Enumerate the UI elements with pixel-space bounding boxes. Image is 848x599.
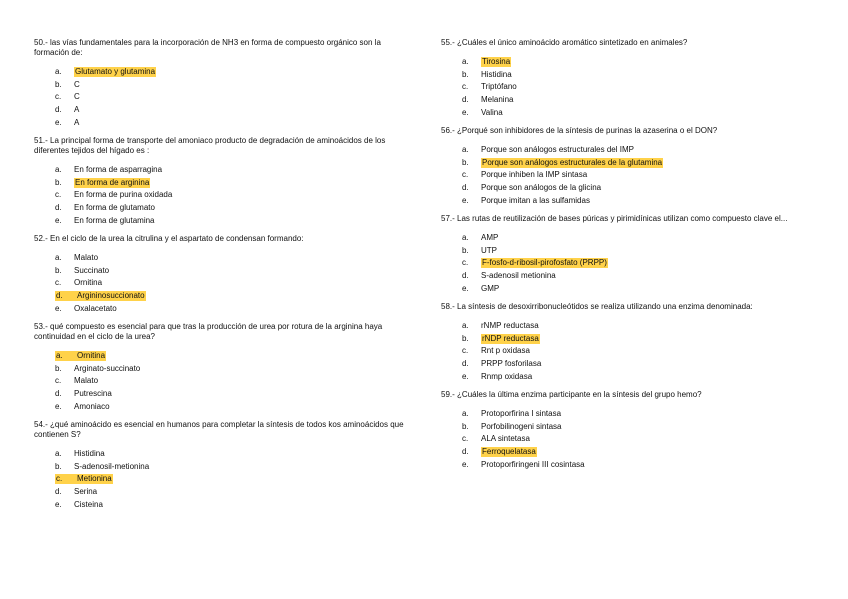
answer-option bbox=[462, 194, 811, 207]
option-letter: a. bbox=[55, 351, 76, 361]
question-number: 58.- bbox=[441, 301, 455, 311]
answer-option bbox=[55, 473, 404, 486]
option-text: Porque son análogos estructurales del IMP bbox=[481, 145, 634, 155]
option-letter: d. bbox=[462, 271, 469, 281]
answer-option bbox=[55, 460, 404, 473]
question-number: 55.- bbox=[441, 38, 455, 47]
option-letter: c. bbox=[462, 258, 469, 268]
option-letter: b. bbox=[462, 333, 469, 343]
option-text: AMP bbox=[481, 233, 499, 243]
option-letter: d. bbox=[55, 486, 62, 496]
highlighted-answer: Metionina bbox=[77, 474, 112, 484]
answer-option bbox=[55, 164, 404, 177]
question-block bbox=[34, 38, 404, 129]
option-text: En forma de glutamina bbox=[74, 215, 155, 225]
question-statement: ¿qué aminoácido es esencial en humanos para completar la síntesis de todos kos aminoácidos que contienen S? bbox=[34, 419, 404, 439]
option-text: Cisteina bbox=[74, 499, 103, 509]
option-letter: d. bbox=[462, 446, 469, 456]
question-text bbox=[34, 322, 404, 342]
question-number: 54.- bbox=[34, 419, 48, 429]
question-block bbox=[441, 38, 811, 119]
question-text bbox=[34, 420, 404, 440]
option-letter: a. bbox=[55, 449, 62, 459]
answer-option bbox=[55, 177, 404, 190]
highlighted-answer: Glutamato y glutamina bbox=[75, 67, 156, 77]
question-text bbox=[441, 214, 811, 224]
answer-option bbox=[462, 257, 811, 270]
answer-option bbox=[55, 91, 404, 104]
option-text: Porque imitan a las sulfamidas bbox=[481, 195, 590, 205]
answer-options bbox=[34, 164, 404, 227]
question-text bbox=[34, 136, 404, 156]
answer-options bbox=[441, 408, 811, 471]
option-letter: b. bbox=[462, 69, 469, 79]
answer-option bbox=[462, 56, 811, 69]
answer-option bbox=[462, 232, 811, 245]
option-text: Triptófano bbox=[481, 82, 517, 92]
answer-option bbox=[55, 66, 404, 79]
option-letter: b. bbox=[55, 363, 62, 373]
option-letter: e. bbox=[55, 401, 62, 411]
question-number: 56.- bbox=[441, 125, 455, 135]
option-letter: e. bbox=[462, 371, 469, 381]
question-statement: En el ciclo de la urea la citrulina y el aspartato de condensan formando: bbox=[50, 233, 304, 243]
answer-option bbox=[55, 189, 404, 202]
option-text: Malato bbox=[74, 376, 99, 386]
answer-option bbox=[462, 182, 811, 195]
answer-option bbox=[55, 350, 404, 363]
answer-option bbox=[462, 320, 811, 333]
answer-option bbox=[462, 408, 811, 421]
option-letter: e. bbox=[462, 283, 469, 293]
answer-option bbox=[55, 363, 404, 376]
option-letter: b. bbox=[462, 157, 469, 167]
option-letter: a. bbox=[462, 145, 469, 155]
answer-option bbox=[55, 302, 404, 315]
option-text: Succinato bbox=[74, 265, 110, 275]
question-statement: qué compuesto es esencial para que tras la producción de urea por rotura de la arginina haya continuidad en el ciclo de la urea? bbox=[34, 321, 383, 341]
question-block bbox=[441, 302, 811, 383]
answer-option bbox=[55, 400, 404, 413]
option-text: GMP bbox=[481, 283, 500, 293]
answer-option bbox=[55, 448, 404, 461]
answer-options bbox=[441, 320, 811, 383]
option-letter: d. bbox=[55, 291, 76, 301]
highlighted-answer: rNDP reductasa bbox=[482, 333, 539, 343]
answer-option bbox=[55, 104, 404, 117]
answer-options bbox=[34, 252, 404, 315]
answer-options bbox=[441, 56, 811, 119]
option-letter: b. bbox=[55, 79, 62, 89]
answer-option bbox=[462, 358, 811, 371]
answer-option bbox=[55, 486, 404, 499]
option-text: PRPP fosforilasa bbox=[481, 358, 542, 368]
answer-option bbox=[55, 79, 404, 92]
highlighted-answer: Ferroquelatasa bbox=[482, 446, 536, 456]
highlighted-answer: En forma de arginina bbox=[75, 177, 150, 187]
option-letter: a. bbox=[462, 233, 469, 243]
option-text: Malato bbox=[74, 253, 99, 263]
question-statement: ¿Porqué son inhibidores de la síntesis de purinas la azaserina o el DON? bbox=[457, 125, 718, 135]
option-letter: c. bbox=[55, 278, 62, 288]
question-text bbox=[441, 390, 811, 400]
option-letter: a. bbox=[462, 321, 469, 331]
highlighted-answer: Porque son análogos estructurales de la glutamina bbox=[482, 157, 663, 167]
option-text: UTP bbox=[481, 245, 497, 255]
answer-option bbox=[462, 433, 811, 446]
answer-options bbox=[34, 350, 404, 413]
option-text: Rnt p oxidasa bbox=[481, 346, 530, 356]
question-number: 57.- bbox=[441, 213, 455, 223]
answer-option bbox=[462, 106, 811, 119]
answer-option bbox=[55, 277, 404, 290]
answer-option bbox=[462, 81, 811, 94]
option-letter: d. bbox=[55, 105, 62, 115]
option-text: rNMP reductasa bbox=[481, 321, 539, 331]
option-letter: b. bbox=[462, 421, 469, 431]
option-text: Histidina bbox=[481, 69, 512, 79]
option-letter: e. bbox=[462, 459, 469, 469]
option-text: ALA sintetasa bbox=[481, 434, 530, 444]
question-number: 50.- bbox=[34, 38, 48, 47]
answer-option bbox=[462, 169, 811, 182]
option-text: Rnmp oxidasa bbox=[481, 371, 533, 381]
answer-option bbox=[55, 498, 404, 511]
option-letter: e. bbox=[55, 117, 62, 127]
question-text bbox=[34, 38, 404, 58]
answer-option bbox=[462, 245, 811, 258]
option-letter: d. bbox=[55, 203, 62, 213]
answer-option bbox=[462, 144, 811, 157]
answer-option bbox=[462, 420, 811, 433]
question-number: 51.- bbox=[34, 135, 48, 145]
option-letter: e. bbox=[55, 303, 62, 313]
highlighted-answer: Tirosina bbox=[482, 57, 511, 67]
option-text: S-adenosil-metionina bbox=[74, 461, 150, 471]
option-letter: a. bbox=[462, 57, 469, 67]
option-text: Arginato-succinato bbox=[74, 363, 141, 373]
option-text: Melanina bbox=[481, 95, 514, 105]
option-text: Porque inhiben la IMP sintasa bbox=[481, 170, 588, 180]
question-text bbox=[441, 126, 811, 136]
option-letter: b. bbox=[55, 177, 62, 187]
option-text: En forma de asparragina bbox=[74, 165, 163, 175]
answer-option bbox=[462, 370, 811, 383]
answer-option bbox=[55, 375, 404, 388]
question-block bbox=[34, 136, 404, 227]
highlighted-answer: F-fosfo-d-ribosil-pirofosfato (PRPP) bbox=[482, 258, 607, 268]
question-statement: las vías fundamentales para la incorporación de NH3 en forma de compuesto orgánico son la formación de: bbox=[34, 38, 381, 57]
option-letter: d. bbox=[462, 95, 469, 105]
question-block bbox=[441, 390, 811, 471]
option-letter: e. bbox=[462, 107, 469, 117]
option-letter: b. bbox=[55, 461, 62, 471]
question-statement: La síntesis de desoxirribonucleótidos se realiza utilizando una enzima denominada: bbox=[457, 301, 753, 311]
option-letter: d. bbox=[462, 183, 469, 193]
option-letter: a. bbox=[55, 67, 62, 77]
option-text: Protoporfirina I sintasa bbox=[481, 409, 562, 419]
option-text: Porfobilinogeni sintasa bbox=[481, 421, 562, 431]
option-text: En forma de glutamato bbox=[74, 203, 155, 213]
option-text: Serina bbox=[74, 486, 98, 496]
answer-option bbox=[55, 202, 404, 215]
answer-option bbox=[462, 446, 811, 459]
option-letter: c. bbox=[55, 92, 62, 102]
highlighted-answer: Argininosuccionato bbox=[77, 291, 145, 301]
question-statement: Las rutas de reutilización de bases púricas y pirimidínicas utilizan como compuesto clave el... bbox=[457, 213, 788, 223]
answer-options bbox=[441, 232, 811, 295]
option-letter: c. bbox=[55, 190, 62, 200]
answer-option bbox=[55, 265, 404, 278]
option-text: Protoporfiringeni III cosintasa bbox=[481, 459, 585, 469]
question-statement: ¿Cuáles la última enzima participante en la síntesis del grupo hemo? bbox=[457, 389, 702, 399]
option-letter: e. bbox=[55, 499, 62, 509]
option-letter: d. bbox=[55, 388, 62, 398]
option-text: C bbox=[74, 92, 80, 102]
answer-option bbox=[55, 388, 404, 401]
question-number: 53.- bbox=[34, 321, 48, 331]
option-text: En forma de purina oxidada bbox=[74, 190, 173, 200]
option-letter: b. bbox=[462, 245, 469, 255]
option-letter: e. bbox=[462, 195, 469, 205]
option-text: Amoniaco bbox=[74, 401, 110, 411]
answer-options bbox=[34, 66, 404, 129]
question-block bbox=[34, 420, 404, 511]
option-text: Porque son análogos de la glicina bbox=[481, 183, 602, 193]
question-text bbox=[34, 234, 404, 244]
option-letter: c. bbox=[55, 474, 76, 484]
option-letter: a. bbox=[55, 253, 62, 263]
answer-option bbox=[462, 270, 811, 283]
question-statement: ¿Cuáles el único aminoácido aromático sintetizado en animales? bbox=[457, 38, 688, 47]
option-letter: b. bbox=[55, 265, 62, 275]
answer-option bbox=[462, 69, 811, 82]
question-text bbox=[441, 38, 811, 48]
question-text bbox=[441, 302, 811, 312]
question-number: 59.- bbox=[441, 389, 455, 399]
left-column bbox=[34, 38, 404, 518]
option-text: Oxalacetato bbox=[74, 303, 117, 313]
answer-option bbox=[462, 157, 811, 170]
answer-option bbox=[462, 345, 811, 358]
answer-option bbox=[55, 290, 404, 303]
answer-option bbox=[462, 333, 811, 346]
option-text: A bbox=[74, 105, 80, 115]
option-text: Histidina bbox=[74, 449, 105, 459]
option-text: A bbox=[74, 117, 80, 127]
option-text: C bbox=[74, 79, 80, 89]
question-block bbox=[34, 322, 404, 413]
question-block bbox=[441, 126, 811, 207]
answer-option bbox=[55, 116, 404, 129]
option-letter: a. bbox=[462, 409, 469, 419]
option-text: S-adenosil metionina bbox=[481, 271, 556, 281]
option-letter: c. bbox=[462, 346, 469, 356]
answer-option bbox=[462, 282, 811, 295]
option-letter: c. bbox=[462, 170, 469, 180]
answer-options bbox=[441, 144, 811, 207]
answer-options bbox=[34, 448, 404, 511]
option-letter: c. bbox=[55, 376, 62, 386]
question-statement: La principal forma de transporte del amoniaco producto de degradación de aminoácidos de los diferentes tejidos del hígado es : bbox=[34, 135, 386, 155]
right-column bbox=[441, 38, 811, 478]
option-letter: d. bbox=[462, 358, 469, 368]
option-letter: c. bbox=[462, 434, 469, 444]
option-text: Valina bbox=[481, 107, 503, 117]
answer-option bbox=[462, 94, 811, 107]
answer-option bbox=[55, 214, 404, 227]
option-letter: a. bbox=[55, 165, 62, 175]
option-letter: c. bbox=[462, 82, 469, 92]
question-number: 52.- bbox=[34, 233, 48, 243]
option-text: Ornitina bbox=[74, 278, 103, 288]
option-text: Putrescina bbox=[74, 388, 112, 398]
question-block bbox=[441, 214, 811, 295]
answer-option bbox=[55, 252, 404, 265]
option-letter: e. bbox=[55, 215, 62, 225]
question-block bbox=[34, 234, 404, 315]
highlighted-answer: Ornitina bbox=[77, 351, 106, 361]
answer-option bbox=[462, 458, 811, 471]
